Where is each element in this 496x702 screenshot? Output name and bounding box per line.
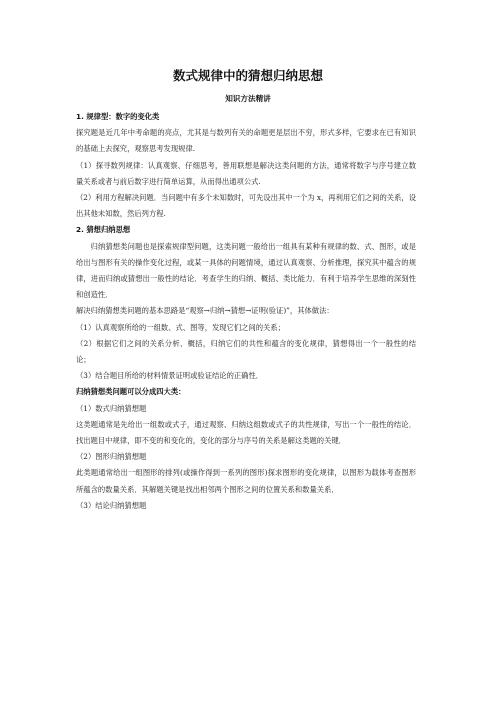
heading-conjecture-induction: 2. 猜想归纳思想 bbox=[76, 225, 131, 235]
paragraph: 解决归纳猜想类问题的基本思路是“观察→归纳→猜想→证明(验证)”，其体做法： bbox=[76, 306, 334, 316]
paragraph: （2）根据它们之间的关系分析、概括，归纳它们的共性和蕴含的变化规律，猜想得出一个一般性的结论； bbox=[76, 338, 416, 365]
paragraph: 归纳猜想类问题也是探索规律型问题，这类问题一般给出一组具有某种有规律的数、式、图形，或是给出与图形有关的操作变化过程，或某一具体的问题情境，通过认真观察、分析推理，探究其中蕴含的规律，进而归纳或猜想出一般性的结论．考查学生的归纳、概括、类比能力．有利于培养学生思维的深刻性和创造性． bbox=[76, 241, 416, 300]
paragraph: （3）结论归纳猜想题 bbox=[76, 500, 147, 510]
document-body bbox=[76, 109, 416, 514]
paragraph: 这类题通常是先给出一组数或式子，通过观察、归纳这组数或式子的共性规律，写出一个一般性的结论．找出题目中规律，即不变的和变化的，变化的部分与序号的关系是解这类题的关键． bbox=[76, 419, 416, 446]
paragraph: 探究题是近几年中考命题的亮点，尤其是与数列有关的命题更是层出不穷，形式多样，它要求在已有知识的基础上去探究，观察思考发现规律. bbox=[76, 128, 416, 154]
paragraph: （3）结合题目所给的材料情景证明或验证结论的正确性． bbox=[76, 371, 264, 381]
heading-four-categories: 归纳猜想类问题可以分成四大类： bbox=[76, 387, 186, 397]
paragraph: 此类题通常给出一组图形的排列(或操作得到一系列的图形)探求图形的变化规律，以图形为载体考查图形所蕴含的数量关系．其解题关键是找出相邻两个图形之间的位置关系和数量关系． bbox=[76, 468, 416, 494]
heading-number-patterns: 1. 规律型：数字的变化类 bbox=[76, 112, 160, 121]
paragraph: （2）利用方程解决问题．当问题中有多个未知数时，可先设出其中一个为 x，再利用它们之间的关系，设出其他未知数，然后列方程. bbox=[76, 193, 416, 219]
paragraph: （1）数式归纳猜想题 bbox=[76, 403, 147, 413]
paragraph: （1）认真观察所给的一组数、式、图等，发现它们之间的关系； bbox=[76, 322, 285, 332]
paragraph: （2）图形归纳猜想题 bbox=[76, 452, 147, 462]
section-subtitle: 知识方法精讲 bbox=[225, 94, 271, 103]
paragraph: （1）探寻数列规律：认真观察、仔细思考，善用联想是解决这类问题的方法，通常将数字与序号建立数量关系或者与前后数字进行简单运算，从而得出通项公式. bbox=[76, 160, 416, 186]
document-title: 数式规律中的猜想归纳思想 bbox=[172, 68, 323, 83]
